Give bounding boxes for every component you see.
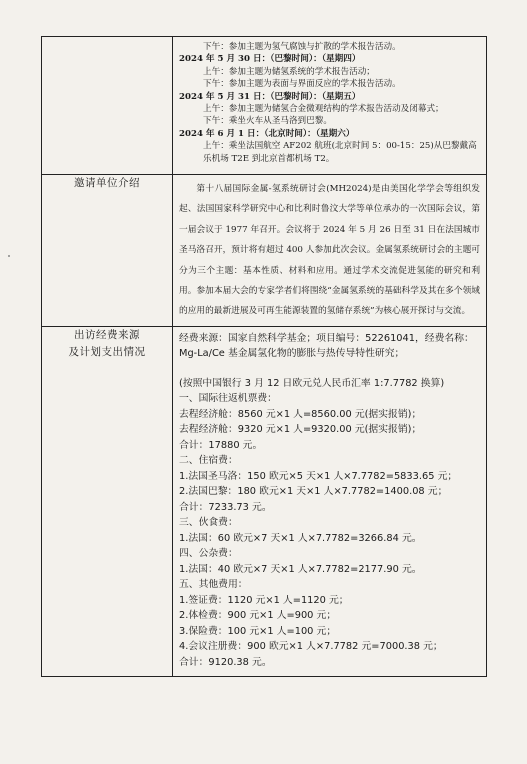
fees-cell: [173, 326, 487, 677]
application-form-table: [41, 36, 487, 677]
fee-line: 去程经济舱：9320 元×1 人=9320.00 元(据实报销)；: [179, 424, 422, 436]
schedule-list: [173, 37, 486, 168]
schedule-row: [42, 37, 487, 175]
fee-line: 合计：17880 元。: [179, 439, 263, 451]
schedule-date: 2024 年 6 月 1 日：（北京时间）：（星期六）: [179, 128, 355, 139]
fee-line: 经费来源：国家自然科学基金；项目编号：52261041，经费名称：Mg-La/Ce 基金属氢化物的膨胀与热传导特性研究；: [179, 332, 474, 360]
fee-line: 二、住宿费：: [179, 455, 238, 467]
fee-line: 五、其他费用：: [179, 579, 248, 591]
invite-row: [42, 175, 487, 327]
fee-line: 去程经济舱：8560 元×1 人=8560.00 元(据实报销)；: [179, 408, 422, 420]
fees-label-line1: 出访经费来源: [74, 328, 140, 341]
fee-line: 1.法国：40 欧元×7 天×1 人×7.7782=2177.90 元。: [179, 563, 422, 575]
schedule-label-cell: [42, 37, 173, 175]
fee-line: 1.签证费：1120 元×1 人=1120 元；: [179, 594, 349, 606]
schedule-item: 下午：参加主题为表面与界面反应的学术报告活动。: [203, 79, 401, 90]
schedule-item: 下午：乘坐火车从圣马洛到巴黎。: [203, 116, 332, 127]
scan-dot: [8, 255, 10, 257]
fee-line: 四、公杂费：: [179, 548, 238, 560]
fees-label-line2: 及计划支出情况: [68, 345, 146, 358]
schedule-item: 上午：参加主题为储氢合金微观结构的学术报告活动及闭幕式；: [203, 104, 444, 115]
fee-spacer: [179, 362, 480, 376]
invite-body: 第十八届国际金属-氢系统研讨会(MH2024)是由美国化学学会等组织发起、法国国家科学研究中心和比利时鲁汶大学等单位承办的一次国际会议，第一届会议于 1977 年召开。会议将于 2024 年 5 月 26 日至 31 日在法国城市圣马洛召开，预计将有超过 400 人参加此次会议。金属氢系统研讨会的主题可分为三个主题：基本性质、材料和应用。通过学术交流促进氢能的研究和利用。参加本届大会的专家学者们将围绕“金属氢系统的基础科学及其在多个领域的应用的最新进展及可再生能源装置的氢储存系统”为核心展开探讨与交流。: [179, 184, 480, 317]
fees-row: [42, 326, 487, 677]
fee-line: 1.法国圣马洛：150 欧元×5 天×1 人×7.7782=5833.65 元；: [179, 470, 458, 482]
fee-line: 2.法国巴黎：180 欧元×1 天×1 人×7.7782=1400.08 元；: [179, 486, 448, 498]
fee-line: 1.法国：60 欧元×7 天×1 人×7.7782=3266.84 元。: [179, 532, 422, 544]
fee-line: 3.保险费：100 元×1 人=100 元；: [179, 625, 337, 637]
fee-line: 4.会议注册费：900 欧元×1 人×7.7782 元=7000.38 元；: [179, 641, 443, 653]
fee-line: 合计：7233.73 元。: [179, 501, 272, 513]
schedule-item: 下午：参加主题为氢气腐蚀与扩散的学术报告活动。: [203, 42, 401, 52]
schedule-date: 2024 年 5 月 31 日：（巴黎时间）：（星期五）: [179, 91, 361, 102]
fee-line: (按照中国银行 3 月 12 日欧元兑人民币汇率 1:7.7782 换算): [179, 377, 445, 389]
fee-line: 合计：9120.38 元。: [179, 656, 272, 668]
fees-list: [173, 327, 486, 677]
schedule-item: 上午：乘坐法国航空 AF202 航班(北京时间 5：00-15：25)从巴黎戴高乐机场 T2E 到北京首都机场 T2。: [203, 141, 477, 164]
fee-line: 一、国际往返机票费：: [179, 393, 277, 405]
fees-label: [42, 326, 173, 677]
fee-line: 2.体检费：900 元×1 人=900 元；: [179, 610, 337, 622]
invite-cell: [173, 175, 487, 327]
fee-line: 三、伙食费：: [179, 517, 238, 529]
schedule-item: 上午：参加主题为储氢系统的学术报告活动；: [203, 66, 375, 77]
invite-label: 邀请单位介绍: [42, 175, 173, 327]
schedule-cell: [173, 37, 487, 175]
schedule-date: 2024 年 5 月 30 日：（巴黎时间）：（星期四）: [179, 54, 361, 65]
